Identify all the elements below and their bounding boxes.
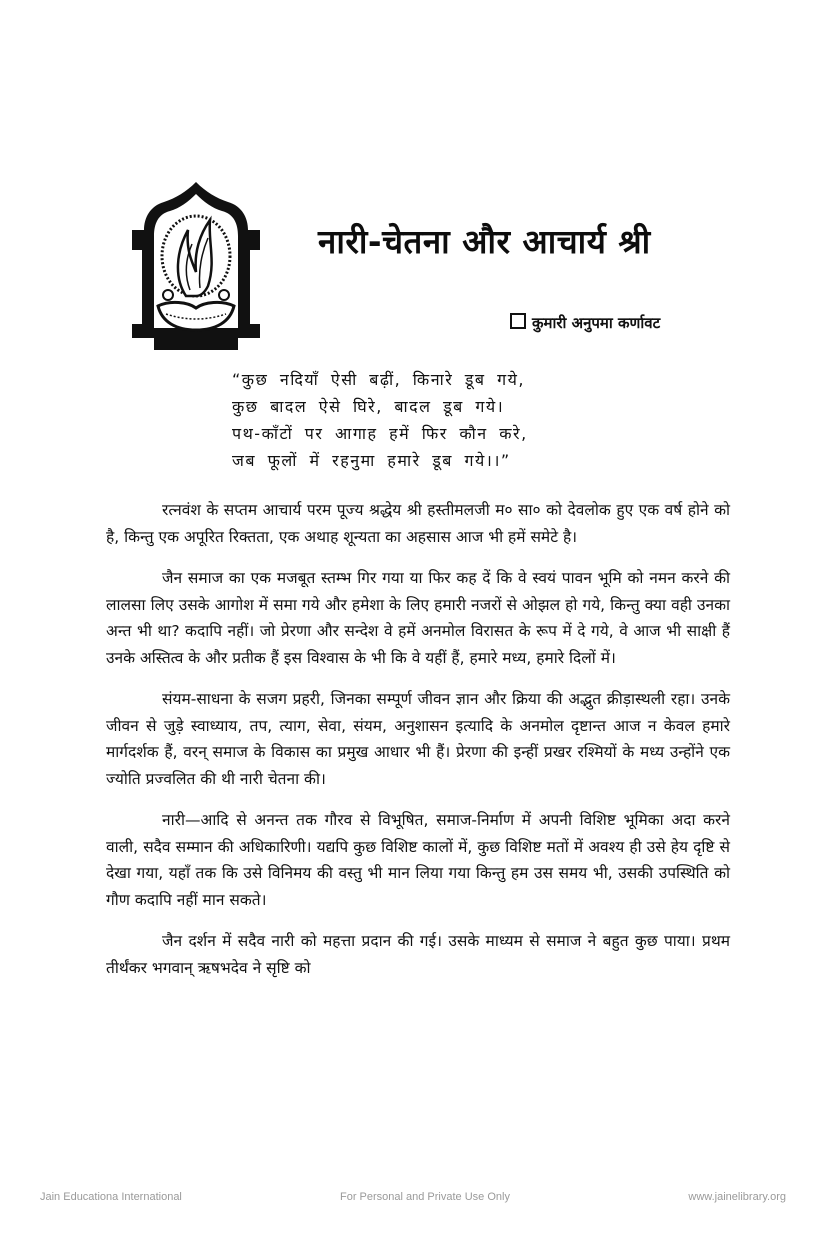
footer-usage-notice: For Personal and Private Use Only [340,1191,510,1203]
paragraph: जैन दर्शन में सदैव नारी को महत्ता प्रदान की गई। उसके माध्यम से समाज ने बहुत कुछ पाया। प्रथम तीर्थंकर भगवान् ऋषभदेव ने सृष्टि को [106,932,730,977]
paragraph: रत्नवंश के सप्तम आचार्य परम पूज्य श्रद्धेय श्री हस्तीमलजी म० सा० को देवलोक हुए एक वर्ष होने को है, किन्तु एक अपूरित रिक्तता, एक अथाह शून्यता का अहसास आज भी हमें समेटे है। [106,501,730,546]
author-byline [510,313,660,333]
footer-publisher: Jain Educationa International [40,1191,182,1203]
paragraph: संयम-साधना के सजग प्रहरी, जिनका सम्पूर्ण जीवन ज्ञान और क्रिया की अद्भुत क्रीड़ास्थली रहा। उनके जीवन से जुड़े स्वाध्याय, तप, त्याग, सेवा, संयम, अनुशासन इत्यादि के अनमोल दृष्टान्त आज न केवल हमारे मार्गदर्शक हैं, वरन् समाज के विकास का प्रमुख आधार भी हैं। प्रेरणा की इन्हीं प्रखर रश्मियों के मध्य उन्होंने एक ज्योति प्रज्वलित की थी नारी चेतना की। [106,690,730,788]
footer-website-link[interactable]: www.jainelibrary.org [688,1191,786,1203]
paragraph: नारी—आदि से अनन्त तक गौरव से विभूषित, समाज-निर्माण में अपनी विशिष्ट भूमिका अदा करने वाली, सदैव सम्मान की अधिकारिणी। यद्यपि कुछ विशिष्ट कालों में, कुछ विशिष्ट मतों में अवश्य ही उसे हेय दृष्टि से देखा गया, यहाँ तक कि उसे विनिमय की वस्तु भी मान लिया गया किन्तु हम उस समय भी, उसकी उपस्थिति को गौण कदापि नहीं मान सकते। [106,811,730,909]
square-bullet-icon [510,313,526,329]
poem-line: पथ-काँटों पर आगाह हमें फिर कौन करे, [232,424,528,443]
paragraph: जैन समाज का एक मजबूत स्तम्भ गिर गया या फिर कह दें कि वे स्वयं पावन भूमि को नमन करने की लालसा लिए उसके आगोश में समा गये और हमेशा के लिए हमारी नजरों से ओझल हो गये, किन्तु क्या वही उनका अन्त भी था? कदापि नहीं। जो प्रेरणा और सन्देश वे हमें अनमोल विरासत के रूप में दे गये, वे आज भी साक्षी हैं उनके अस्तित्व के और प्रतीक हैं इस विश्वास के भी कि वे यहीं हैं, हमारे मध्य, हमारे दिलों में। [106,569,730,667]
article-title: नारी-चेतना और आचार्य श्री [318,222,651,261]
epigraph-poem [232,366,652,474]
poem-line: कुछ बादल ऐसे घिरे, बादल डूब गये। [232,397,505,416]
poem-line: “कुछ नदियाँ ऐसी बढ़ीं, किनारे डूब गये, [232,370,526,389]
page-footer [0,1191,828,1209]
diya-lamp-arch-emblem-icon [124,178,268,358]
author-name: कुमारी अनुपमा कर्णावट [532,314,661,332]
poem-line: जब फूलों में रहनुमा हमारे डूब गये।।” [232,451,511,470]
article-body [106,497,730,996]
